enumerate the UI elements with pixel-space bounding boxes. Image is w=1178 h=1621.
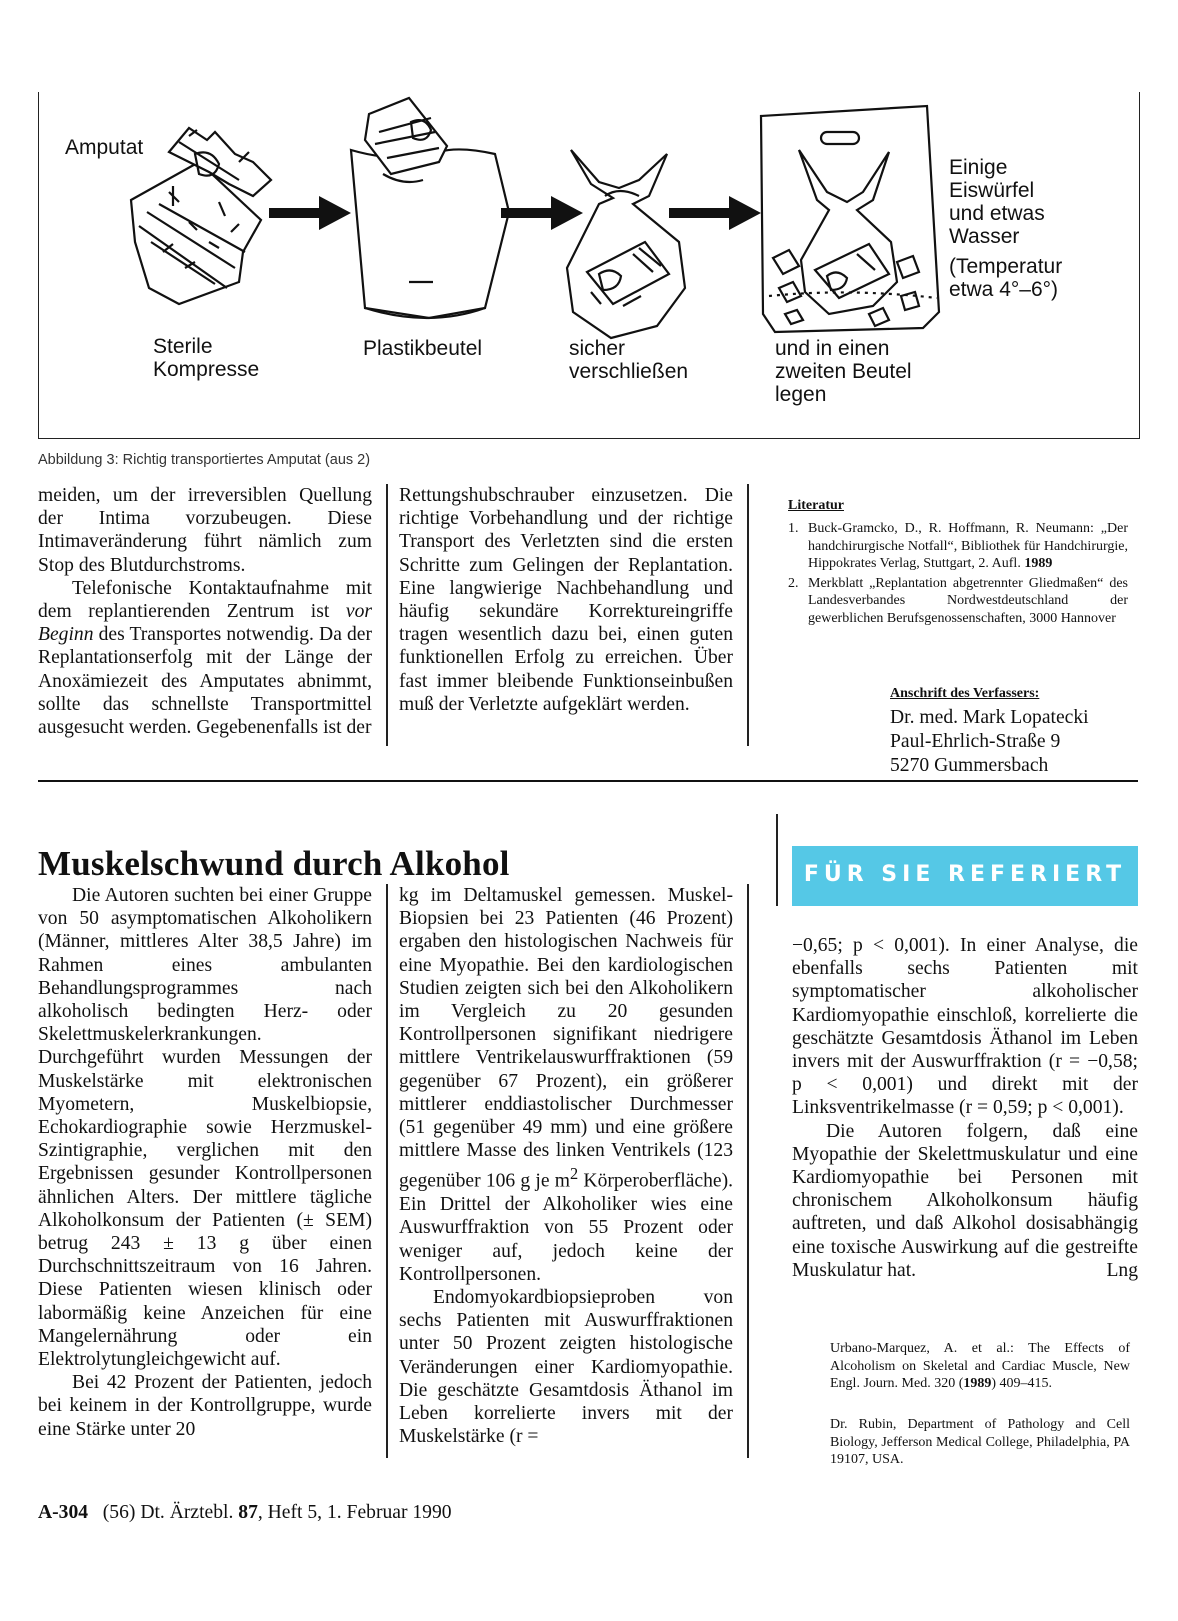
literature-item: [788, 520, 1128, 573]
paragraph: [792, 1120, 1138, 1282]
literature-text: [808, 520, 1128, 573]
paragraph: Bei 42 Prozent der Patienten, jedoch bei keinem in der Kontrollgruppe, wurde eine Stärke unter 20: [38, 1372, 372, 1440]
author-address: [890, 706, 1089, 778]
label-eis-5: (Temperatur: [949, 255, 1063, 278]
text-run: Urbano-Marquez, A. et al.: The Effects of Alcoholism on Skeletal and Cardiac Muscle, New Engl. Journ. Med. 320 (: [830, 1341, 1130, 1391]
text-run: Die Autoren folgern, daß eine Myopathie der Skelettmuskulatur und eine Kardiomyopathie bei Personen mit chronischem Alkoholkonsum häufig auftreten, und daß Alkohol dosisabhängig eine toxische Auswirkung auf die gestreifte Muskulatur hat.: [792, 1120, 1138, 1281]
arrow-2: [501, 196, 583, 230]
reference-year: 1989: [963, 1376, 992, 1391]
paragraph: [38, 577, 372, 739]
reference-citation: [830, 1340, 1130, 1393]
label-eis-1: Einige: [949, 156, 1008, 179]
label-amputat: Amputat: [65, 136, 144, 159]
literature-heading: Literatur: [788, 498, 844, 513]
address-line: Dr. med. Mark Lopatecki: [890, 707, 1089, 728]
issue-info: , Heft 5, 1. Februar 1990: [257, 1502, 452, 1523]
text-run: kg im Deltamuskel gemessen. Muskel-Biopsien bei 23 Patienten (46 Prozent) ergaben den histologischen Nachweis für eine Myopathie. Bei den kardiologischen Studien zeigten sich bei den Alkoholikern im Vergleich zu 20 gesunden Kontrollpersonen signifikant niedrigere mittlere Ventrikelauswurffraktionen (59 gegenüber 67 Prozent), ein größerer mittlerer enddiastolischer Durchmesser (51 gegenüber 49 mm) und eine größere mittlere Masse des linken Ventrikels (123 gegenüber 106 g je m: [399, 885, 733, 1192]
paragraph: Die Autoren suchten bei einer Gruppe von 50 asymptomatischen Alkoholikern (Männer, mittleres Alter 38,5 Jahre) im Rahmen eines ambulanten Behandlungsprogrammes nach alkoholisch bedingten Herz- oder Skelettmuskelerkrankungen. Durchgeführt wurden Messungen der Muskelstärke mit elektronischen Myometern, Muskelbiopsie, Echokardiographie sowie Herzmuskel-Szintigraphie, verglichen mit den Ergebnissen gesunder Kontrollpersonen ähnlichen Alters. Der mittlere tägliche Alkoholkonsum der Patienten (± SEM) betrug 243 ± 13 g über einen Durchschnittszeitraum von 16 Jahren. Diese Patienten wiesen klinisch oder labormäßig keine Anzeichen für eine Mangelernährung oder ein Elektrolytungleichgewicht auf.: [38, 885, 372, 1371]
text-run: Buck-Gramcko, D., R. Hoffmann, R. Neumann: „Der handchirurgische Notfall“, Bibliothek für Handchirurgie, Hippokrates Verlag, Stuttgart, 2. Aufl.: [808, 521, 1128, 571]
label-zweiten-1: und in einen: [775, 337, 890, 360]
column-divider: [776, 814, 778, 906]
paragraph: [399, 884, 733, 1286]
article-column-2: [399, 884, 733, 1448]
address-line: Paul-Ehrlich-Straße 9: [890, 731, 1061, 752]
plastic-bag-drawing: [351, 98, 509, 318]
column-divider: [747, 884, 749, 1458]
text-run: ) 409–415.: [991, 1376, 1053, 1391]
article-title: Muskelschwund durch Alkohol: [38, 844, 510, 883]
sterile-compress-drawing: [131, 128, 271, 304]
upper-column-2: [399, 484, 733, 716]
reference-address: Dr. Rubin, Department of Pathology and Cell Biology, Jefferson Medical College, Philadelphia, PA 19107, USA.: [830, 1417, 1130, 1467]
paragraph: meiden, um der irreversiblen Quellung der Intima vorzubeugen. Diese Intimaveränderung führt nämlich zum Stop des Blutdurchstroms.: [38, 485, 372, 576]
figure-caption: Abbildung 3: Richtig transportiertes Amputat (aus 2): [38, 452, 371, 468]
column-divider: [747, 484, 749, 746]
author-signature: Lng: [1106, 1259, 1138, 1281]
label-eis-2: Eiswürfel: [949, 179, 1035, 202]
page-number: A-304: [38, 1502, 89, 1523]
text-run: Endomyokardbiopsieproben von sechs Patienten mit Auswurffraktionen unter 50 Prozent zeigten histologische Veränderungen einer Kardiomyopathie. Die geschätzte Gesamtdosis Äthanol im Leben korrelierte invers mit der Muskelstärke (r =: [399, 1286, 733, 1448]
text-run: des Transportes notwendig. Da der Replantationserfolg mit der Länge der Anoxämiezeit des Amputates abnimmt, sollte das schnellste Transportmittel ausgesucht werden. Gegebenenfalls ist der: [38, 624, 372, 739]
literature-list: [788, 520, 1128, 629]
journal-name: (56) Dt. Ärztebl.: [102, 1502, 239, 1523]
address-heading: Anschrift des Verfassers:: [890, 686, 1040, 701]
label-zweiten-3: legen: [775, 383, 827, 406]
section-banner: [792, 846, 1138, 906]
label-eis-3: und etwas: [949, 202, 1045, 225]
paragraph: Rettungshubschrauber einzusetzen. Die richtige Vorbehandlung und der richtige Transport des Verletzten sind die ersten Schritte zum Gelingen der Replantation. Eine langwierige Nachbehandlung und häufig sekundäre Korrektureingriffe tragen wesentlich dazu bei, einen guten funktionellen Erfolg zu erreichen. Über fast immer bleibende Funktionseinbußen muß der Verletzte aufgeklärt werden.: [399, 485, 733, 715]
label-plastikbeutel: Plastikbeutel: [363, 337, 483, 360]
literature-year: 1989: [1024, 556, 1053, 571]
section-divider: [38, 780, 1138, 782]
text-run: Telefonische Kontaktaufnahme mit dem replantierenden Zentrum ist: [38, 577, 372, 623]
label-zweiten-2: zweiten Beutel: [775, 360, 912, 383]
arrow-3: [669, 196, 761, 230]
label-eis-6: etwa 4°–6°): [949, 278, 1059, 301]
text-run: Merkblatt „Replantation abgetrennter Gliedmaßen“ des Landesverbandes Nordwestdeutschland der gewerblichen Berufsgenossenschaften, 3000 Hannover: [808, 575, 1128, 626]
literature-number: 2.: [788, 575, 799, 591]
literature-number: 1.: [788, 521, 799, 536]
page-footer: [38, 1502, 452, 1524]
outer-bag-with-ice-drawing: [761, 106, 939, 332]
label-sicher-1: sicher: [569, 337, 626, 360]
literature-item: [788, 575, 1128, 628]
text-run: Körperoberfläche). Ein Drittel der Alkoholiker wies eine Auswurffraktion von 55 Prozent oder weniger auf, jedoch keine der Kontrollpersonen.: [399, 1170, 734, 1285]
closed-bag-drawing: [567, 150, 685, 338]
figure-frame: [38, 92, 1140, 439]
label-sterile-1: Sterile: [153, 335, 213, 358]
article-column-1: [38, 884, 372, 1441]
emphasis: vor Beginn: [38, 601, 372, 646]
upper-column-1: [38, 484, 372, 739]
arrow-1: [269, 196, 351, 230]
column-divider: [386, 884, 388, 1458]
label-eis-4: Wasser: [949, 225, 1020, 248]
article-column-3: [792, 934, 1138, 1282]
address-line: 5270 Gummersbach: [890, 755, 1049, 776]
banner-label: FÜR SIE REFERIERT: [803, 862, 1127, 887]
label-sterile-2: Kompresse: [153, 358, 260, 381]
label-sicher-2: verschließen: [569, 360, 689, 383]
paragraph: [399, 1286, 733, 1448]
volume-number: 87: [238, 1502, 258, 1523]
paragraph: −0,65; p < 0,001). In einer Analyse, die ebenfalls sechs Patienten mit symptomatischer alkoholischer Kardiomyopathie einschloß, korrelierte die geschätzte Gesamtdosis Äthanol im Leben invers mit der Auswurffraktion (r = −0,58; p < 0,001) und direkt mit der Linksventrikelmasse (r = 0,59; p < 0,001).: [792, 935, 1138, 1119]
column-divider: [386, 484, 388, 746]
superscript: 2: [570, 1164, 579, 1184]
literature-text: [808, 575, 1128, 628]
